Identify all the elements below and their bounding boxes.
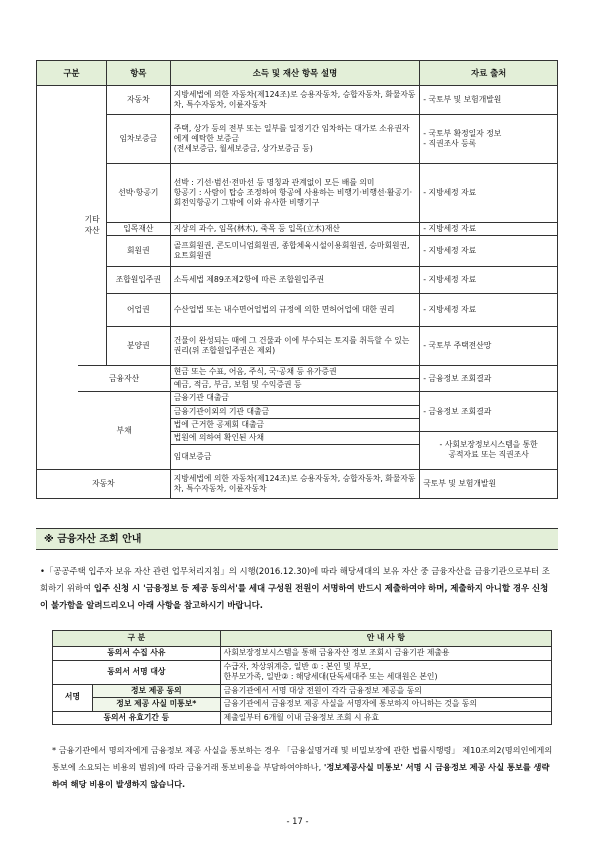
table-row: 예금, 적금, 부금, 보험 및 수익증권 등: [37, 379, 558, 392]
table-row: 법원에 의하여 확인된 사채 - 사회보장정보시스템을 통한 공적자료 또는 직권조사: [37, 431, 558, 444]
table-row: 입목재산 지상의 과수, 임목(林木), 죽목 등 입목(立木)재산 - 지방세정 자료: [37, 223, 558, 236]
header-category: 구분: [37, 61, 107, 86]
sign-label: 서명: [53, 684, 93, 711]
table-row: 금융기관이외의 기관 대출금: [37, 405, 558, 418]
table-row: 동의서 유효기간 등 제출일부터 6개월 이내 금융정보 조회 시 유효: [53, 711, 552, 725]
table-row: 어업권 수산업법 또는 내수면어업법의 규정에 의한 면허어업에 대한 권리 - 지방세정 자료: [37, 294, 558, 327]
section-title: ※ 금융자산 조회 안내: [36, 528, 558, 550]
table-row: 동의서 수집 사유 사회보장정보시스템을 통해 금융자산 정보 조회시 금융기관 제출용: [53, 647, 552, 661]
car-label: 자동차: [37, 469, 171, 498]
header-source: 자료 출처: [420, 61, 558, 86]
bullet: •: [40, 566, 45, 576]
table-row: 법에 근거한 공제회 대출금: [37, 418, 558, 431]
table-row: 금융자산 현금 또는 수표, 어음, 주식, 국·공채 등 유가증권 - 금융정보 조회결과: [37, 366, 558, 379]
financial-assets-label: 금융자산: [78, 366, 170, 392]
table-row: 임대보증금: [37, 444, 558, 469]
table-row: 자동차 지방세법에 의한 자동차(제124조)로 승용자동차, 승합자동차, 화물자동차, 특수자동차, 이륜자동차 국토부 및 보험개발원: [37, 469, 558, 498]
table-row: 분양권 건물이 완성되는 때에 그 건물과 이에 부수되는 토지를 취득할 수 있는 권리(위 조합원입주권은 제외) - 국토부 주택전산망: [37, 327, 558, 366]
notice-paragraph: •「공공주택 입주자 보유 자산 관련 업무처리지침」의 시행(2016.12.30)에 따라 해당세대의 보유 자산 중 금융자산을 금융기관으로부터 조회하기 위하여 입주 신청 시 '금융정보 등 제공 동의서'를 세대 구성원 전원이 서명하여 반드시 제출하여야 하며, 제출하지 아니할 경우 신청이 불가함을 알려드리오니 아래 사항을 참고하시기 바랍니다.: [40, 566, 550, 610]
group-other-assets: 기타 자산: [78, 86, 106, 366]
table-row: 동의서 서명 대상 수급자, 차상위계층, 일반 ① : 본인 및 부모, 한부모가족, 일반② : 해당세대(단독세대주 또는 세대원은 본인): [53, 660, 552, 684]
table-row: 회원권 골프회원권, 콘도미니엄회원권, 종합체육시설이용회원권, 승마회원권, 요트회원권 - 지방세정 자료: [37, 236, 558, 267]
page-number: - 17 -: [286, 816, 309, 826]
header-item: 항목: [106, 61, 170, 86]
table-row: 선박·항공기 선박 : 기선·범선·전마선 등 명칭과 관계없이 모든 배를 의미 항공기 : 사람이 탑승 조정하여 항공에 사용하는 비행기·비행선·활공기· 회전익항공기 그밖에 이와 유사한 비행기구 - 지방세정 자료: [37, 164, 558, 223]
table-row: 부채 금융기관 대출금 - 금융정보 조회결과: [37, 392, 558, 405]
footnote: * 금융기관에서 명의자에게 금융정보 제공 사실을 통보하는 경우 「금융실명거래 및 비밀보장에 관한 법률시행령」 제10조의2(명의인에게의 통보에 소요되는 비용의 범위)에 따라 금융거래 통보비용을 부담하여야하나, '정보제공사실 미통보' 서명 시 금융정보 제공 사실 통보를 생략하여 해당 비용이 발생하지 않습니다.: [52, 745, 553, 789]
table-row: 기타 자산 자동차 지방세법에 의한 자동차(제124조)로 승용자동차, 승합자동차, 화물자동차, 특수자동차, 이륜자동차 - 국토부 및 보험개발원: [37, 86, 558, 115]
table-row: 조합원입주권 소득세법 제89조제2항에 따른 조합원입주권 - 지방세정 자료: [37, 267, 558, 294]
header-description: 소득 및 재산 항목 설명: [170, 61, 419, 86]
asset-table: [36, 60, 558, 499]
table-row: 임차보증금 주택, 상가 등의 전부 또는 일부를 일정기간 임차하는 대가로 소유권자에게 예탁한 보증금 (전세보증금, 월세보증금, 상가보증금 등) - 국토부 확정일자 정보 - 직권조사 등록: [37, 115, 558, 164]
consent-table: [52, 630, 552, 725]
header-guide: 안 내 사 항: [220, 631, 551, 647]
header-category: 구 분: [53, 631, 221, 647]
table-row: 정보 제공 사실 미통보* 금융기관에서 금융정보 제공 사실을 서명자에 통보하지 아니하는 것을 동의: [53, 698, 552, 712]
asset-table-header: [37, 61, 558, 86]
table-row: 서명 정보 제공 동의 금융기관에서 서명 대상 전원이 각각 금융정보 제공을 동의: [53, 684, 552, 698]
debt-label: 부채: [78, 392, 170, 470]
